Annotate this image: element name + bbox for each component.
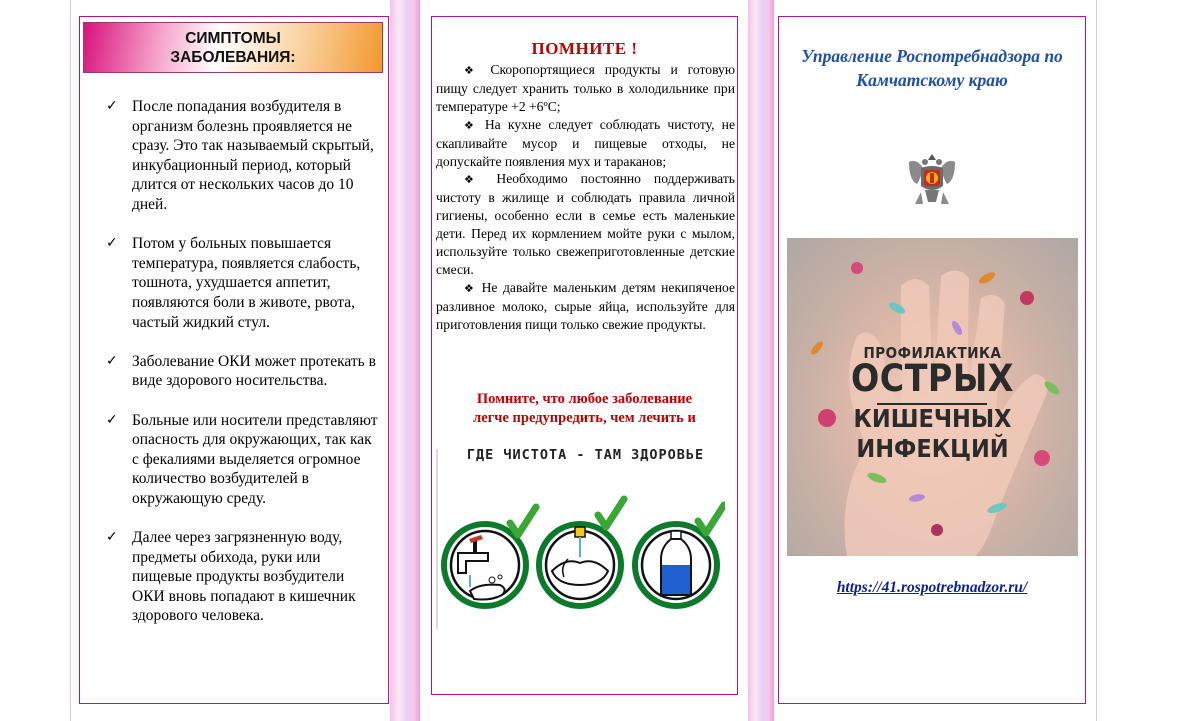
right-margin-line (1096, 0, 1097, 721)
list-item-text: Больные или носители представляют опасность для окружающих, так как с фекалиями выделяется огромное количество возбудителей в окружающую среду. (132, 411, 378, 507)
checkmark-icon: ✓ (106, 235, 118, 252)
diamond-bullet-icon: ❖ (464, 281, 477, 295)
remember-title: ПОМНИТЕ ! (531, 39, 638, 58)
org-line2: Камчатскому краю (856, 70, 1008, 90)
divider (436, 449, 438, 629)
diamond-bullet-icon: ❖ (464, 173, 484, 187)
organization-name (779, 44, 1085, 92)
checkmark-icon: ✓ (106, 411, 118, 428)
tap-handwash-icon (444, 507, 536, 606)
poster-line3: КИШЕЧНЫХ (853, 404, 1012, 433)
remember-panel (431, 16, 738, 695)
diamond-bullet-icon: ❖ (464, 118, 478, 132)
hygiene-icons (440, 495, 725, 625)
list-item (106, 234, 378, 332)
list-item (106, 411, 378, 509)
poster-line1: ПРОФИЛАКТИКА (863, 344, 1002, 362)
poster-image (787, 238, 1078, 556)
org-line1: Управление Роспотребнадзора по (801, 46, 1063, 66)
symptoms-title-line1: СИМПТОМЫ (185, 29, 281, 47)
symptoms-title-line2: ЗАБОЛЕВАНИЯ: (170, 48, 296, 66)
symptoms-list (106, 97, 378, 646)
list-item-text: Не давайте маленьким детям некипяченое разливное молоко, сырые яйца, используйте для приготовления пищи только свежие продукты. (436, 279, 735, 332)
poster-line4: ИНФЕКЦИЙ (856, 434, 1009, 463)
remember-list (436, 61, 735, 334)
fold-gutter-right (748, 0, 774, 721)
list-item-text: Скоропортящиеся продукты и готовую пищу следует хранить только в холодильнике при температуре +2 +6ºС; (436, 62, 735, 114)
water-bottle-icon (635, 505, 724, 606)
list-item-text: После попадания возбудителя в организм болезнь проявляется не сразу. Это так называемый скрытый, инкубационный период, который длится от нескольких часов до 10 дней. (132, 98, 374, 213)
cover-panel (778, 16, 1086, 704)
list-item (106, 528, 378, 626)
list-item-text: Потом у больных повышается температура, появляется слабость, тошнота, ухудшается аппетит, появляются боли в животе, рвота, частый жидкий стул. (132, 235, 361, 331)
checkmark-icon: ✓ (106, 352, 118, 369)
checkmark-icon: ✓ (106, 98, 118, 114)
left-margin-line (70, 0, 71, 721)
diamond-bullet-icon: ❖ (464, 64, 481, 77)
poster-line2: ОСТРЫХ (851, 357, 1014, 400)
symptoms-title (83, 22, 383, 73)
list-item-text: Далее через загрязненную воду, предметы обихода, руки или пищевые продукты возбудители ОКИ вновь попадают в кишечник здорового человека. (132, 529, 356, 625)
list-item (106, 97, 378, 215)
symptoms-panel (79, 16, 389, 704)
list-item (436, 170, 735, 278)
list-item-text: Необходимо постоянно поддерживать чистоту в жилище и соблюдать правила личной гигиены, особенно если в семье есть маленькие дети. Перед их кормлением мойте руки с мылом, используйте только свежеприготовленные детские смеси. (436, 171, 735, 277)
fold-gutter-left (390, 0, 420, 721)
rospotrebnadzor-eagle-emblem-icon (903, 148, 961, 210)
list-item-text: На кухне следует соблюдать чистоту, не скапливайте мусор и пищевые отходы, не допускайте появления мух и тараканов; (436, 116, 735, 169)
list-item (436, 61, 735, 116)
pouring-water-hands-icon (539, 499, 624, 606)
remember-warning (432, 390, 737, 427)
list-item-text: Заболевание ОКИ может протекать в виде здорового носительства. (132, 352, 376, 390)
warning-line2: легче предупредить, чем лечить и (473, 409, 696, 426)
list-item (436, 279, 735, 334)
list-item (106, 352, 378, 391)
website-link[interactable]: https://41.rospotrebnadzor.ru/ (836, 579, 1028, 596)
clean-caption: ГДЕ ЧИСТОТА - ТАМ ЗДОРОВЬЕ (466, 447, 705, 463)
checkmark-icon: ✓ (106, 529, 118, 546)
list-item (436, 116, 735, 171)
warning-line1: Помните, что любое заболевание (476, 391, 693, 407)
